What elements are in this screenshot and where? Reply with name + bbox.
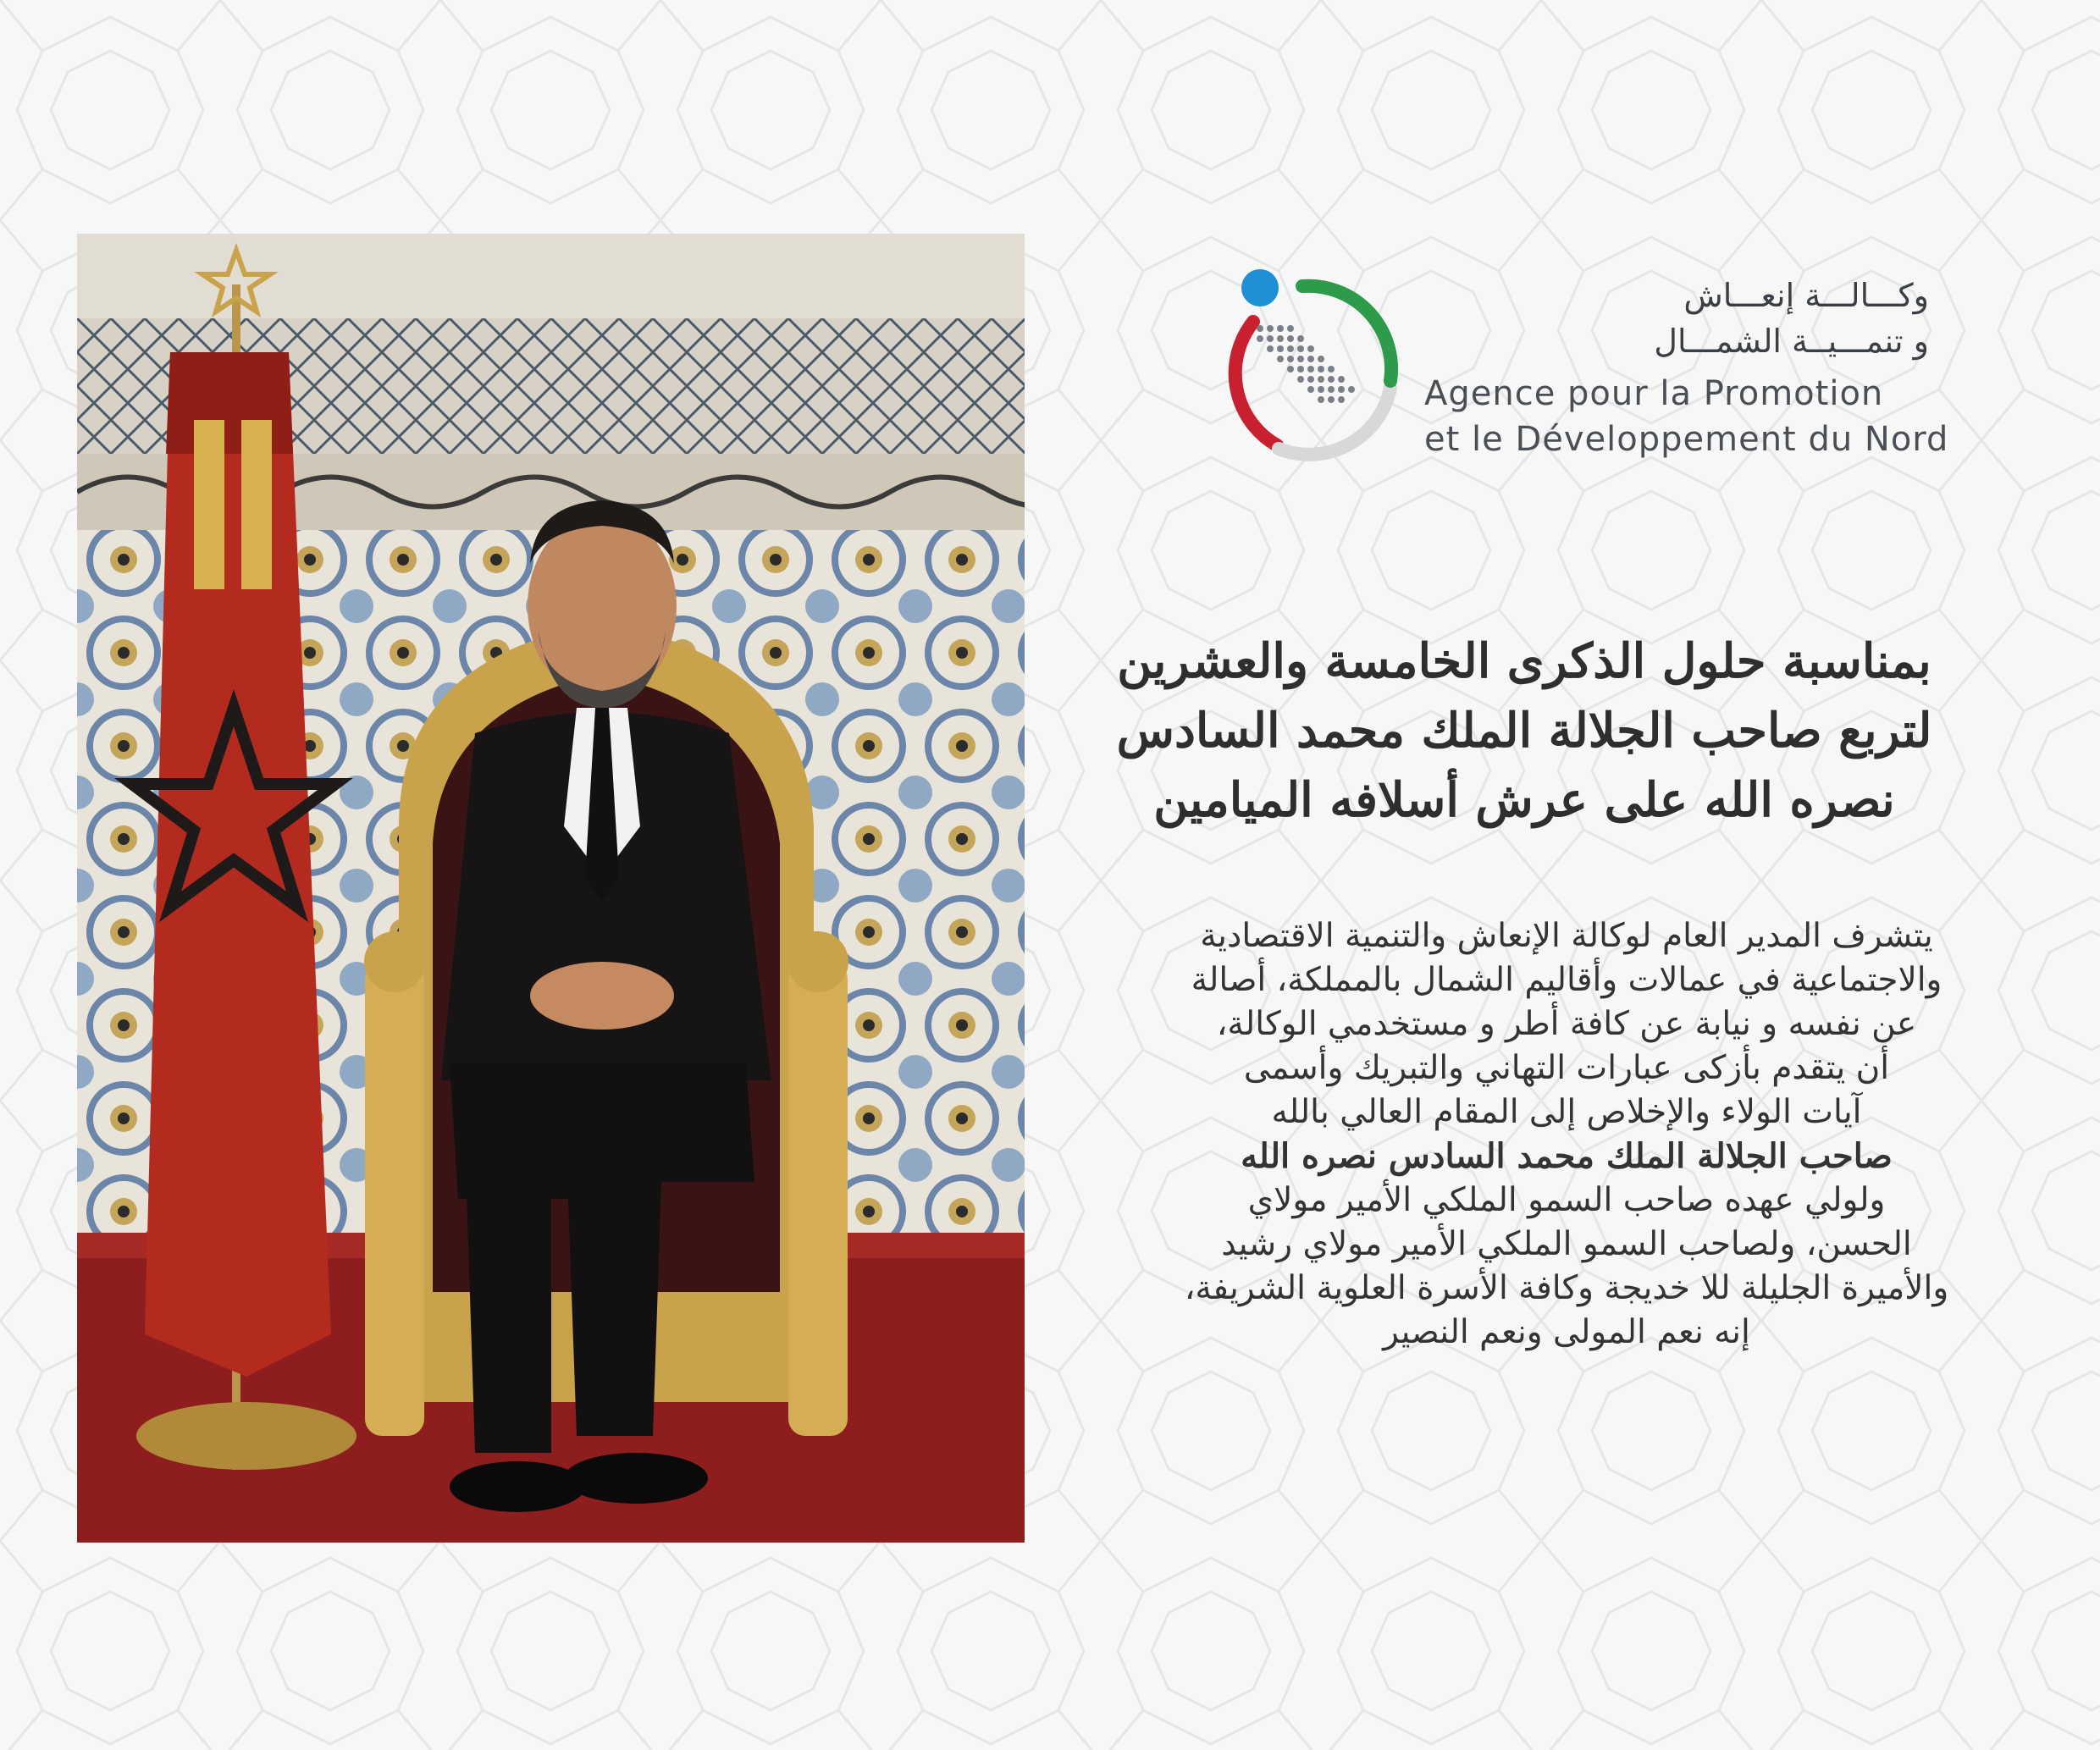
message-line-10: إنه نعم المولى ونعم النصير (1383, 1313, 1750, 1351)
agency-logo-mark (1201, 269, 1404, 472)
headline-line-1: بمناسبة حلول الذكرى الخامسة والعشرين (1117, 633, 1931, 689)
agency-logo (1201, 269, 1949, 472)
message-line-4: أن يتقدم بأزكى عبارات التهاني والتبريك وأسمى (1243, 1049, 1890, 1087)
message-line-1: يتشرف المدير العام لوكالة الإنعاش والتنمية الاقتصادية (1200, 917, 1933, 955)
logo-french-name (1424, 371, 1949, 462)
logo-arabic-name (1404, 273, 1929, 364)
message-line-9: والأميرة الجليلة للا خديجة وكافة الأسرة العلوية الشريفة، (1184, 1269, 1949, 1307)
message-line-3: عن نفسه و نيابة عن كافة أطر و مستخدمي الوكالة، (1216, 1005, 1917, 1043)
headline-line-3: نصره الله على عرش أسلافه الميامين (1153, 772, 1895, 828)
logo-french-line-1: Agence pour la Promotion (1424, 374, 1884, 413)
message-line-2: والاجتماعية في عمالات وأقاليم الشمال بالمملكة، أصالة (1191, 961, 1942, 999)
message-line-7: ولولي عهده صاحب السمو الملكي الأمير مولاي (1247, 1181, 1886, 1219)
message-line-8: الحسن، ولصاحب السمو الملكي الأمير مولاي رشيد (1221, 1225, 1912, 1263)
logo-arabic-line-2: و تنمـــيــة الشمـــال (1654, 323, 1929, 360)
message-line-6: صاحب الجلالة الملك محمد السادس نصره الله (1241, 1136, 1893, 1176)
occasion-headline (1050, 627, 1998, 835)
royal-portrait-photo (77, 234, 1025, 1543)
headline-line-2: لتربع صاحب الجلالة الملك محمد السادس (1116, 703, 1932, 759)
logo-french-line-2: et le Développement du Nord (1424, 420, 1949, 459)
message-line-5: آيات الولاء والإخلاص إلى المقام العالي بالله (1271, 1093, 1862, 1131)
congratulation-message (1101, 914, 2032, 1355)
logo-arabic-line-1: وكـــالـــة إنعـــاش (1683, 277, 1929, 314)
